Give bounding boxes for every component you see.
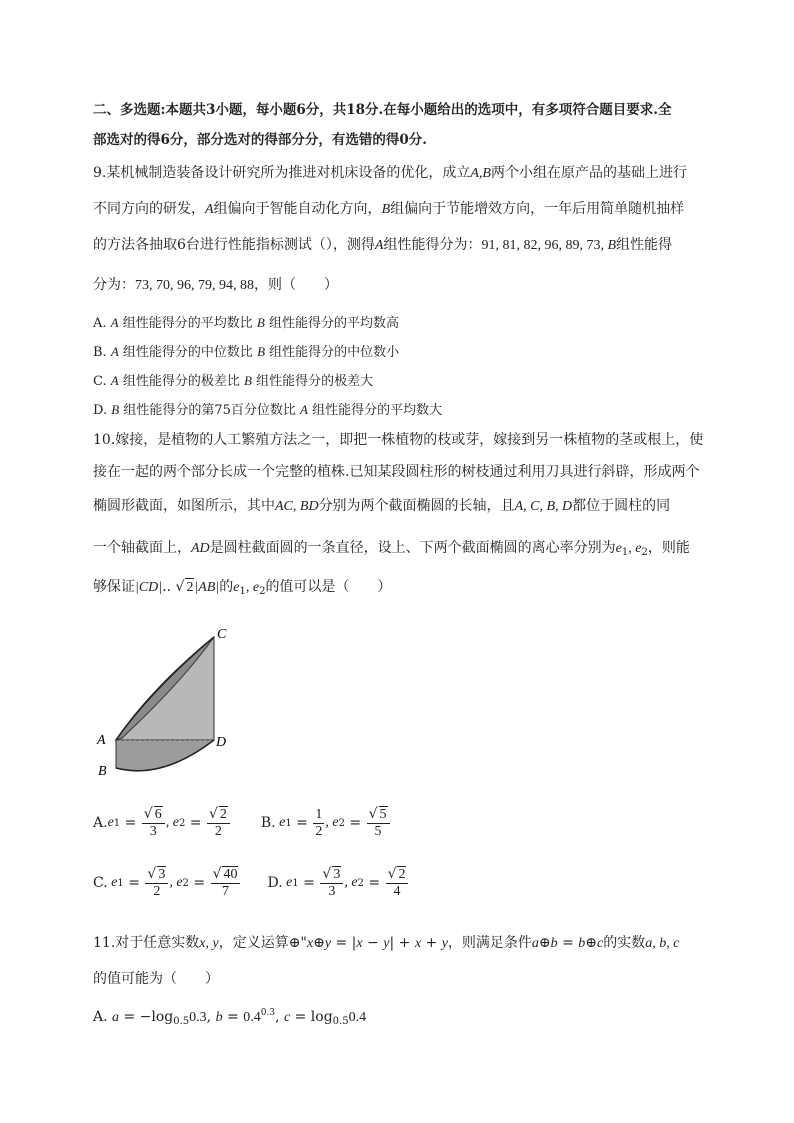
q10-options-row2: [93, 866, 409, 900]
q9-option-d[interactable]: D. B 组性能得分的第75百分位数比 A 组性能得分的平均数大: [93, 402, 443, 418]
q10-stem-line2: 接在一起的两个部分长成一个完整的植株.已知某段圆柱形的树枝通过利用刀具进行斜辟，形成两个: [93, 464, 700, 480]
q9-option-a[interactable]: A. A 组性能得分的平均数比 B 组性能得分的平均数高: [93, 315, 400, 331]
q9-a-scores: 91, 81, 82, 96, 89, 73: [481, 238, 601, 253]
q9-stem-line4: 分为：73, 70, 96, 79, 94, 88，则（ ）: [93, 277, 338, 293]
q10-option-a[interactable]: A. e 1 = $\frac{√ 6}{3}$ , e 2 = $\frac{√ 2}{2}$: [93, 806, 231, 840]
q9-option-b[interactable]: B. A 组性能得分的中位数比 B 组性能得分的中位数小: [93, 344, 400, 360]
cylinder-figure: [92, 622, 242, 786]
q9-b-scores: 73, 70, 96, 79, 94, 88: [135, 278, 254, 293]
q9-stem-line3: 的方法各抽取6台进行性能指标测试（），测得A组性能得分为：91, 81, 82, 96, 89, 73, B组性能得: [93, 237, 673, 253]
section-header-line2: 部选对的得6分，部分选对的得部分分，有选错的得0分.: [93, 132, 427, 148]
q10-stem-line1: 10.嫁接，是植物的人工繁殖方法之一，即把一株植物的枝或芽，嫁接到另一株植物的茎或根上，使: [93, 432, 704, 448]
q9-stem-line1: 9.某机械制造装备设计研究所为推进对机床设备的优化，成立A,B两个小组在原产品的基础上进行: [93, 165, 687, 181]
label-a: A: [97, 733, 106, 748]
q10-stem-line5: 够保证|CD|.. √ 2|AB|的$e_1$, $e_2$的值可以是（ ）: [93, 579, 392, 597]
label-c: C: [217, 627, 227, 642]
q10-options-row1: [93, 806, 391, 840]
q10-option-b[interactable]: B. e 1 = $\frac{1}{2}$ , e 2 = $\frac{√ 5}{5}$: [261, 806, 391, 840]
q9-stem-line2: 不同方向的研发，A组偏向于智能自动化方向，B组偏向于节能增效方向，一年后用简单随机抽样: [93, 201, 685, 217]
q10-option-d[interactable]: D. e 1 = $\frac{√ 3}{3}$ , e 2 = $\frac{√ 2}{4}$: [267, 866, 409, 900]
q10-stem-line4: 一个轴截面上，AD是圆柱截面圆的一条直径，设上、下两个截面椭圆的离心率分别为$e_1$, $e_2$，则能: [93, 540, 690, 558]
q11-stem-line1: 11.对于任意实数x, y，定义运算⊕"x⊕y = |x − y| + x + y，则满足条件a⊕b = b⊕c的实数a, b, c: [93, 935, 680, 951]
q10-option-c[interactable]: C. e 1 = $\frac{√ 3}{2}$ , e 2 = $\frac{√ 40}{7}$: [93, 866, 241, 900]
cylinder-graft-diagram: [92, 622, 242, 782]
section-header-line1: 二、多选题:本题共3小题，每小题6分，共18分.在每小题给出的选项中，有多项符合题目要求.全: [93, 102, 672, 118]
label-d: D: [216, 735, 227, 750]
q9-option-c[interactable]: C. A 组性能得分的极差比 B 组性能得分的极差大: [93, 373, 374, 389]
q11-option-a[interactable]: A. $a = -\log_{0.5}0.3$, $b = 0.4^{0.3}$, $c = \log_{0.5}0.4$: [93, 1008, 367, 1027]
label-b: B: [98, 764, 107, 779]
q11-stem-line2: 的值可能为（ ）: [93, 971, 219, 987]
q10-stem-line3: 椭圆形截面，如图所示，其中AC, BD分别为两个截面椭圆的长轴，且A, C, B, D都位于圆柱的同: [93, 498, 671, 514]
